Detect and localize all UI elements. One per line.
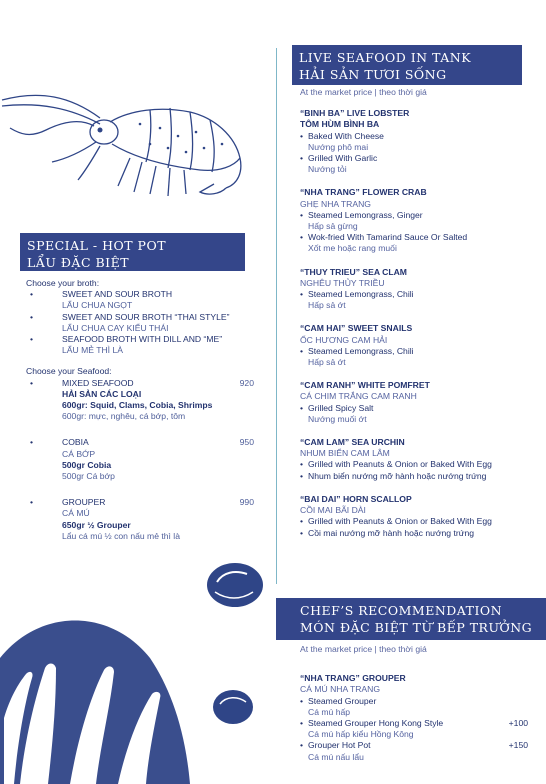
hot-pot-section <box>26 278 254 542</box>
option-vi: Hấp sả ớt <box>308 357 346 368</box>
menu-item <box>300 494 540 539</box>
bullet: • <box>300 130 304 141</box>
dish-title-vi: ỐC HƯƠNG CAM HẢI <box>300 334 388 345</box>
option-en: Wok-fried With Tamarind Sauce Or Salted <box>308 232 468 243</box>
option-vi: Nướng phô mai <box>308 141 369 152</box>
seafood-choice-list <box>26 378 254 542</box>
dish-option <box>300 346 540 357</box>
dish-option <box>300 471 540 482</box>
dish-title: “NHA TRANG” GROUPER <box>300 673 406 684</box>
banner-subtitle: HẢI SẢN TƯƠI SỐNG <box>299 67 447 82</box>
option-en: Grilled Spicy Salt <box>308 402 374 413</box>
dish-option <box>300 528 540 539</box>
option-en: Baked With Cheese <box>308 130 384 141</box>
broth-vi: LẨU MẺ THÌ LÀ <box>62 345 123 356</box>
dish-title: “NHA TRANG” FLOWER CRAB <box>300 187 427 198</box>
option-en: Grilled with Peanuts & Onion or Baked With Egg <box>308 459 492 470</box>
bullet: • <box>300 470 304 481</box>
dish-title-vi: NGHÊU THỦY TRIỀU <box>300 277 385 288</box>
hot-pot-banner <box>20 233 245 271</box>
choice-detail-vi: 500gr Cá bớp <box>62 471 115 482</box>
choice-price: 920 <box>239 377 254 388</box>
seafood-choice-item <box>26 497 254 542</box>
banner-title: LIVE SEAFOOD IN TANK <box>299 50 472 65</box>
broth-en: SWEET AND SOUR BROTH <box>62 289 173 300</box>
broth-vi: LẨU CHUA CAY KIỂU THÁI <box>62 322 169 333</box>
option-en: Steamed Grouper <box>308 695 377 706</box>
dish-option <box>300 718 528 729</box>
bullet: • <box>30 497 34 508</box>
shell-illustration <box>0 598 200 784</box>
option-vi: Nướng tỏi <box>308 164 347 175</box>
pebble-illustration <box>205 560 265 610</box>
bullet: • <box>300 516 304 527</box>
bullet: • <box>30 377 34 388</box>
bullet: • <box>300 718 304 729</box>
chef-recommendation-banner <box>276 598 546 640</box>
live-seafood-section <box>300 87 540 539</box>
dish-title-vi: TÔM HÙM BÌNH BA <box>300 119 380 130</box>
bullet: • <box>300 289 304 300</box>
dish-option <box>300 232 540 243</box>
seafood-choice-item <box>26 437 254 482</box>
bullet: • <box>300 459 304 470</box>
dish-title: “THUY TRIEU” SEA CLAM <box>300 266 407 277</box>
choice-price: 950 <box>239 437 254 448</box>
choice-en: GROUPER <box>62 497 106 508</box>
option-price: +100 <box>508 718 528 729</box>
bullet: • <box>300 527 304 538</box>
bullet: • <box>300 209 304 220</box>
option-vi: Hấp sả gừng <box>308 221 358 232</box>
choice-vi: CÁ MÚ <box>62 508 90 519</box>
choice-detail-vi: Lẩu cá mú ½ con nấu mẻ thì là <box>62 530 180 541</box>
dish-title-vi: GHẸ NHA TRANG <box>300 198 371 209</box>
chef-section <box>300 644 528 763</box>
broth-en: SWEET AND SOUR BROTH “THAI STYLE” <box>62 311 230 322</box>
dish-option <box>300 153 540 164</box>
market-price-note: At the market price | theo thời giá <box>300 87 427 97</box>
option-en: Grouper Hot Pot <box>308 740 371 751</box>
dish-title: “CAM RANH” WHITE POMFRET <box>300 380 430 391</box>
banner-subtitle: LẨU ĐẶC BIỆT <box>27 255 130 270</box>
choice-detail-en: 500gr Cobia <box>62 459 112 470</box>
option-en: Grilled with Peanuts & Onion or Baked With Egg <box>308 516 492 527</box>
dish-title-vi: CÁ MÚ NHA TRANG <box>300 684 381 695</box>
option-vi: Xốt me hoặc rang muối <box>308 243 397 254</box>
choice-vi: HẢI SẢN CÁC LOẠI <box>62 388 142 399</box>
dish-option <box>300 403 540 414</box>
choice-detail-en: 600gr: Squid, Clams, Cobia, Shrimps <box>62 400 213 411</box>
menu-item <box>300 108 540 175</box>
bullet: • <box>300 153 304 164</box>
dish-option <box>300 459 540 470</box>
bullet: • <box>300 695 304 706</box>
bullet: • <box>30 334 34 345</box>
option-vi: Cá mú hấp <box>308 706 351 717</box>
option-en: Grilled With Garlic <box>308 153 378 164</box>
option-en: Steamed Lemongrass, Chili <box>308 345 414 356</box>
menu-item <box>300 323 540 368</box>
choice-detail-vi: 600gr: mực, nghêu, cá bớp, tôm <box>62 411 186 422</box>
option-en: Steamed Grouper Hong Kong Style <box>308 718 444 729</box>
seafood-choice-item <box>26 378 254 423</box>
option-en: Steamed Lemongrass, Chili <box>308 289 414 300</box>
menu-item <box>300 380 540 425</box>
broth-list <box>26 289 254 356</box>
dish-title-vi: CỒI MAI BÃI DÀI <box>300 505 366 516</box>
dish-option <box>300 289 540 300</box>
bullet: • <box>30 311 34 322</box>
bullet: • <box>300 740 304 751</box>
option-vi: Hấp sả ớt <box>308 300 346 311</box>
broth-item <box>26 312 254 334</box>
dish-option <box>300 516 540 527</box>
dish-option <box>300 740 528 751</box>
option-vi: Cá mú hấp kiểu Hồng Kông <box>308 729 414 740</box>
column-divider <box>276 48 277 584</box>
choice-detail-en: 650gr ½ Grouper <box>62 519 131 530</box>
broth-item <box>26 289 254 311</box>
dish-title-vi: NHUM BIỂN CAM LÂM <box>300 448 390 459</box>
choice-en: MIXED SEAFOOD <box>62 377 134 388</box>
seafood-choice-label: Choose your Seafood: <box>26 366 112 377</box>
banner-title: CHEF’S RECOMMENDATION <box>300 603 503 618</box>
option-price: +150 <box>508 740 528 751</box>
choice-vi: CÁ BỚP <box>62 448 96 459</box>
menu-item <box>300 437 540 482</box>
bullet: • <box>30 289 34 300</box>
bullet: • <box>300 402 304 413</box>
choice-price: 990 <box>239 497 254 508</box>
dish-title: “CAM LAM” SEA URCHIN <box>300 437 405 448</box>
market-price-note: At the market price | theo thời giá <box>300 644 427 654</box>
seafood-list <box>300 108 540 539</box>
broth-vi: LẨU CHUA NGỌT <box>62 300 133 311</box>
bullet: • <box>30 437 34 448</box>
pebble-illustration <box>212 688 254 726</box>
live-seafood-banner <box>292 45 522 85</box>
dish-option <box>300 210 540 221</box>
bullet: • <box>300 345 304 356</box>
dish-title: “CAM HAI” SWEET SNAILS <box>300 323 413 334</box>
dish-title: “BAI DAI” HORN SCALLOP <box>300 493 412 504</box>
dish-title-vi: CÁ CHIM TRẮNG CAM RANH <box>300 391 417 402</box>
option-vi: Nướng muối ớt <box>308 413 367 424</box>
option-en: Steamed Lemongrass, Ginger <box>308 209 423 220</box>
dish-title: “BINH BA” LIVE LOBSTER <box>300 108 410 119</box>
dish-option <box>300 696 528 707</box>
choice-en: COBIA <box>62 437 89 448</box>
lobster-illustration <box>0 88 262 200</box>
option-vi: Cá mú nấu lẩu <box>308 751 364 762</box>
dish-option <box>300 131 540 142</box>
dish-options <box>300 696 528 763</box>
option-en: Nhum biển nướng mỡ hành hoặc nướng trứng <box>308 470 487 481</box>
banner-title: SPECIAL - HOT POT <box>27 238 167 253</box>
bullet: • <box>300 232 304 243</box>
broth-en: SEAFOOD BROTH WITH DILL AND “ME” <box>62 334 223 345</box>
banner-subtitle: MÓN ĐẶC BIỆT TỪ BẾP TRƯỞNG <box>300 620 533 635</box>
option-en: Cồi mai nướng mỡ hành hoặc nướng trứng <box>308 527 475 538</box>
broth-label: Choose your broth: <box>26 278 100 288</box>
menu-item <box>300 187 540 254</box>
menu-item <box>300 267 540 312</box>
broth-item <box>26 334 254 356</box>
